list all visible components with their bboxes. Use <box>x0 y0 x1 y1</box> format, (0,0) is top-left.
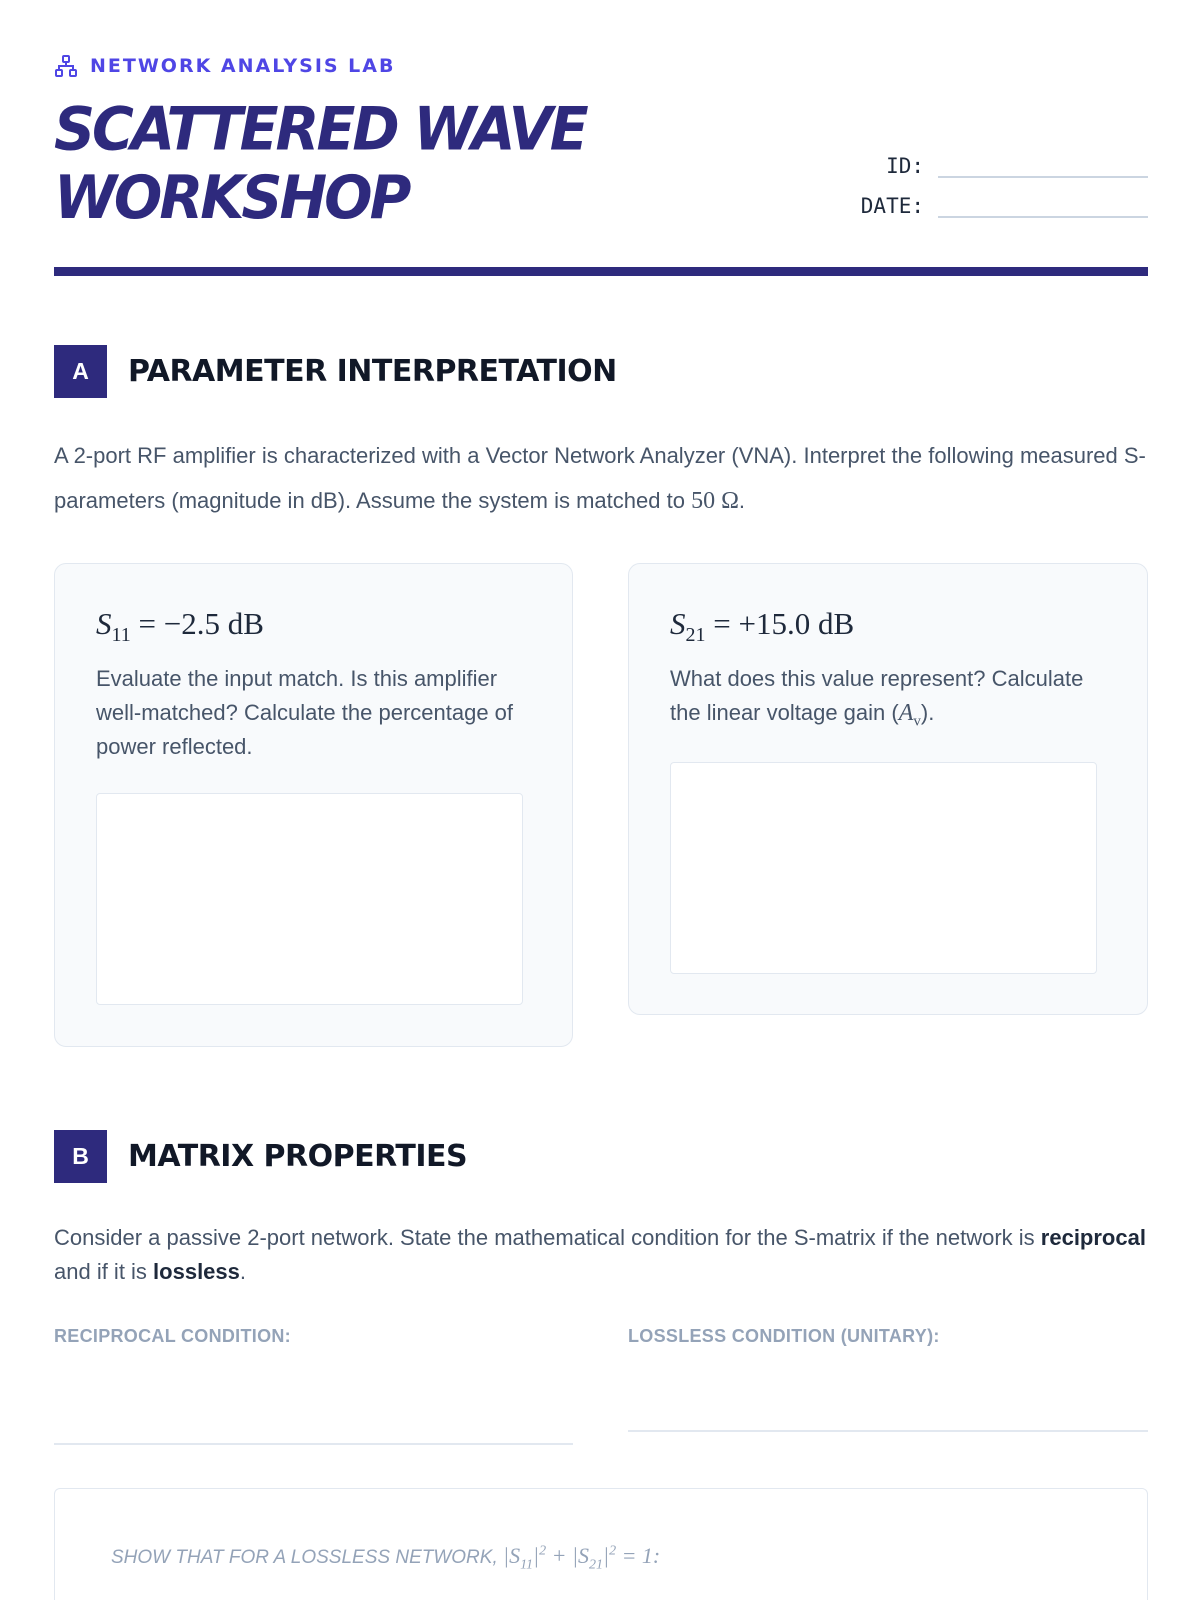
reciprocal-condition-field[interactable] <box>54 1443 573 1445</box>
s21-card <box>628 563 1148 1015</box>
date-field-row <box>861 192 1148 218</box>
s21-question <box>670 662 1100 738</box>
proof-eq-sub: 11 <box>520 1557 534 1573</box>
section-b-heading <box>54 1130 467 1183</box>
proof-eq-sub: 21 <box>589 1557 604 1573</box>
lab-eyebrow <box>54 52 395 80</box>
s11-subscript: 11 <box>111 624 131 647</box>
reciprocal-condition-label: RECIPROCAL CONDITION: <box>54 1326 291 1346</box>
proof-eq-part: |S <box>503 1543 521 1568</box>
proof-eq-part: = 1: <box>616 1543 661 1568</box>
id-label: ID: <box>886 154 924 178</box>
section-b-intro-mid: and if it is <box>54 1259 154 1284</box>
lab-eyebrow-text: NETWORK ANALYSIS LAB <box>90 55 396 77</box>
section-b-intro <box>54 1221 1148 1289</box>
lossless-term: lossless <box>153 1259 240 1284</box>
s21-subscript: 21 <box>685 624 706 647</box>
id-field-row <box>886 152 1148 178</box>
page-title-line-1: SCATTERED WAVE <box>54 94 586 165</box>
section-b-intro-end: . <box>239 1259 247 1284</box>
voltage-gain-symbol: A <box>898 700 914 726</box>
date-field[interactable] <box>938 192 1148 218</box>
s21-value: = +15.0 dB <box>705 606 855 641</box>
date-label: DATE: <box>860 194 924 218</box>
section-a-intro-end: . <box>738 488 746 513</box>
section-a-heading <box>54 345 617 398</box>
s11-value: = −2.5 dB <box>130 606 264 641</box>
lossless-condition-label: LOSSLESS CONDITION (UNITARY): <box>628 1326 940 1346</box>
s21-question-text: What does this value represent? Calculate the linear voltage gain ( <box>670 666 1084 725</box>
proof-equation <box>503 1543 661 1573</box>
id-field[interactable] <box>938 152 1148 178</box>
s21-answer-box[interactable] <box>670 762 1097 974</box>
s21-equation <box>670 606 854 647</box>
reciprocal-term: reciprocal <box>1040 1225 1146 1250</box>
impedance-value: 50 Ω <box>691 488 739 514</box>
s11-question: Evaluate the input match. Is this amplifier well-matched? Calculate the percentage of power reflected. <box>96 666 514 759</box>
header-divider <box>54 267 1148 276</box>
proof-prompt-text: SHOW THAT FOR A LOSSLESS NETWORK, <box>111 1547 504 1568</box>
section-a-title: PARAMETER INTERPRETATION <box>128 354 617 389</box>
proof-answer-box[interactable] <box>54 1488 1148 1600</box>
s11-equation <box>96 606 264 647</box>
voltage-gain-subscript: v <box>913 713 921 730</box>
proof-eq-part: + |S <box>546 1543 590 1568</box>
lossless-condition-field[interactable] <box>628 1430 1148 1432</box>
section-b-badge: B <box>54 1130 107 1183</box>
proof-eq-sup: 2 <box>609 1543 617 1559</box>
s21-symbol: S <box>670 606 686 641</box>
section-a-badge: A <box>54 345 107 398</box>
s11-symbol: S <box>96 606 112 641</box>
s11-card <box>54 563 573 1047</box>
proof-eq-part: | <box>533 1543 540 1568</box>
section-a-intro-text: A 2-port RF amplifier is characterized with a Vector Network Analyzer (VNA). Interpret the following measured S-parameters (magnitude in dB). Assume the system is matched to <box>54 443 1146 513</box>
page-title-line-2: WORKSHOP <box>54 163 409 233</box>
section-a-intro <box>54 433 1148 524</box>
page-title <box>54 96 586 233</box>
s21-question-end: ). <box>920 700 935 725</box>
s11-answer-box[interactable] <box>96 793 523 1005</box>
proof-prompt <box>111 1543 660 1573</box>
proof-eq-sup: 2 <box>539 1543 547 1559</box>
network-icon <box>54 54 78 78</box>
section-b-title: MATRIX PROPERTIES <box>128 1139 468 1174</box>
section-b-intro-text: Consider a passive 2-port network. State the mathematical condition for the S-matrix if the network is <box>54 1225 1041 1250</box>
proof-eq-part: | <box>603 1543 610 1568</box>
